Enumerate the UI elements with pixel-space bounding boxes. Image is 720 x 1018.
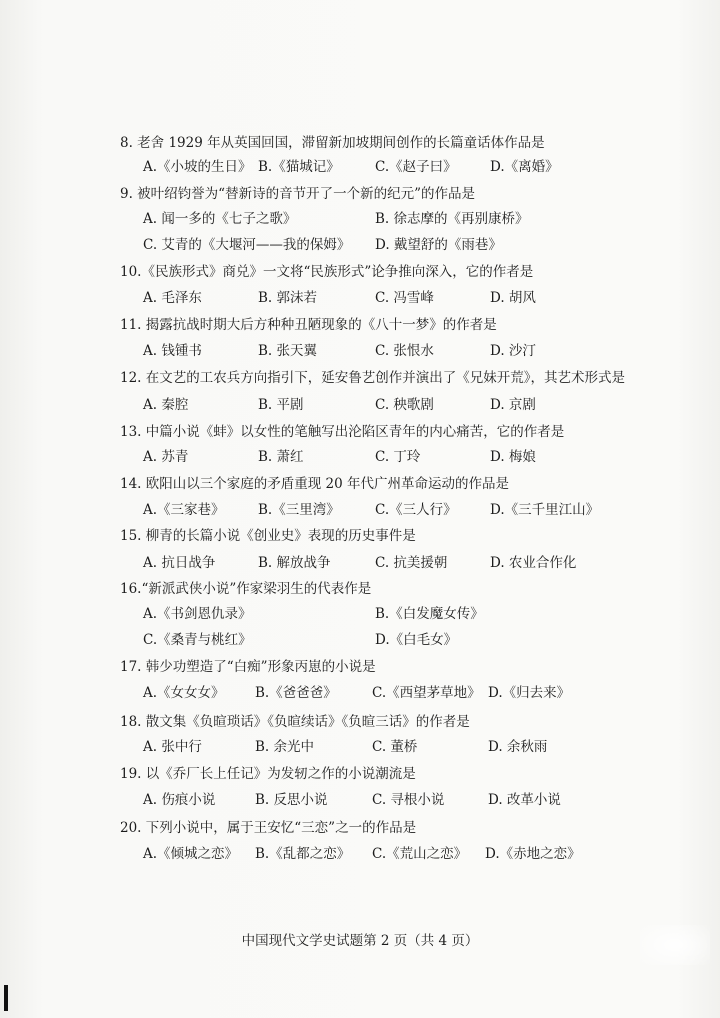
question-11-option-a: A. 钱锺书 [143,343,202,359]
question-17-option-d: D.《归去来》 [488,685,571,701]
question-17-option-c: C.《西望茅草地》 [372,685,481,701]
question-18-option-c: C. 董桥 [372,739,418,755]
question-18-stem: 18. 散文集《负暄琐话》《负暄续话》《负暄三话》的作者是 [120,714,470,730]
question-19-option-a: A. 伤痕小说 [143,792,216,808]
question-8-stem: 8. 老舍 1929 年从英国回国，滞留新加坡期间创作的长篇童话体作品是 [120,135,545,151]
question-16-option-c: C.《桑青与桃红》 [143,632,252,648]
question-9-option-d: D. 戴望舒的《雨巷》 [375,237,502,253]
question-15-option-c: C. 抗美援朝 [375,555,448,571]
question-20-stem: 20. 下列小说中，属于王安忆“三恋”之一的作品是 [120,820,417,836]
scan-smudge [640,925,710,965]
question-14-option-d: D.《三千里江山》 [490,502,600,518]
page-footer: 中国现代文学史试题第 2 页（共 4 页） [241,933,479,949]
question-19-option-c: C. 寻根小说 [372,792,445,808]
question-10-option-c: C. 冯雪峰 [375,290,434,306]
question-16-option-a: A.《书剑恩仇录》 [143,606,252,622]
question-12-stem: 12. 在文艺的工农兵方向指引下，延安鲁艺创作并演出了《兄妹开荒》，其艺术形式是 [120,370,626,386]
question-8-option-b: B.《猫城记》 [258,159,340,175]
question-12-option-a: A. 秦腔 [143,397,189,413]
question-8-option-c: C.《赵子曰》 [375,159,457,175]
question-8-option-d: D.《离婚》 [490,159,559,175]
question-19-stem: 19. 以《乔厂长上任记》为发轫之作的小说潮流是 [120,766,416,782]
question-19-option-b: B. 反思小说 [255,792,328,808]
question-10-option-b: B. 郭沫若 [258,290,318,306]
question-14-option-a: A.《三家巷》 [143,502,225,518]
question-15-option-d: D. 农业合作化 [490,555,577,571]
question-12-option-b: B. 平剧 [258,397,304,413]
question-11-stem: 11. 揭露抗战时期大后方种种丑陋现象的《八十一梦》的作者是 [120,317,497,333]
question-13-option-d: D. 梅娘 [490,449,536,465]
question-17-stem: 17. 韩少功塑造了“白痴”形象丙崽的小说是 [120,659,376,675]
question-19-option-d: D. 改革小说 [488,792,561,808]
question-13-option-b: B. 萧红 [258,449,304,465]
question-9-option-a: A. 闻一多的《七子之歌》 [143,211,297,227]
question-16-stem: 16.“新派武侠小说”作家梁羽生的代表作是 [120,581,372,597]
question-20-option-c: C.《荒山之恋》 [372,846,468,862]
question-9-option-b: B. 徐志摩的《再别康桥》 [375,211,529,227]
question-17-option-a: A.《女女女》 [143,685,225,701]
question-11-option-d: D. 沙汀 [490,343,536,359]
question-16-option-d: D.《白毛女》 [375,632,458,648]
question-15-option-a: A. 抗日战争 [143,555,216,571]
question-9-option-c: C. 艾青的《大堰河——我的保姆》 [143,237,351,253]
question-15-option-b: B. 解放战争 [258,555,331,571]
question-14-option-c: C.《三人行》 [375,502,457,518]
question-15-stem: 15. 柳青的长篇小说《创业史》表现的历史事件是 [120,528,416,544]
question-20-option-b: B.《乱都之恋》 [255,846,351,862]
question-12-option-d: D. 京剧 [490,397,536,413]
question-10-option-d: D. 胡风 [490,290,536,306]
question-11-option-b: B. 张天翼 [258,343,318,359]
question-20-option-a: A.《倾城之恋》 [143,846,239,862]
question-14-stem: 14. 欧阳山以三个家庭的矛盾重现 20 年代广州革命运动的作品是 [120,476,510,492]
question-20-option-d: D.《赤地之恋》 [485,846,581,862]
question-9-stem: 9. 被叶绍钧誉为“替新诗的音节开了一个新的纪元”的作品是 [120,186,475,202]
question-8-option-a: A.《小坡的生日》 [143,159,252,175]
question-13-option-c: C. 丁玲 [375,449,421,465]
question-13-option-a: A. 苏青 [143,449,189,465]
scan-edge-mark [4,985,8,1011]
question-17-option-b: B.《爸爸爸》 [255,685,337,701]
question-18-option-d: D. 余秋雨 [488,739,548,755]
question-18-option-a: A. 张中行 [143,739,202,755]
question-18-option-b: B. 余光中 [255,739,315,755]
question-16-option-b: B.《白发魔女传》 [375,606,484,622]
question-10-stem: 10.《民族形式》商兑》一文将“民族形式”论争推向深入，它的作者是 [120,264,534,280]
question-13-stem: 13. 中篇小说《蚌》以女性的笔触写出沦陷区青年的内心痛苦，它的作者是 [120,424,565,440]
question-10-option-a: A. 毛泽东 [143,290,202,306]
question-11-option-c: C. 张恨水 [375,343,434,359]
question-12-option-c: C. 秧歌剧 [375,397,434,413]
question-14-option-b: B.《三里湾》 [258,502,340,518]
